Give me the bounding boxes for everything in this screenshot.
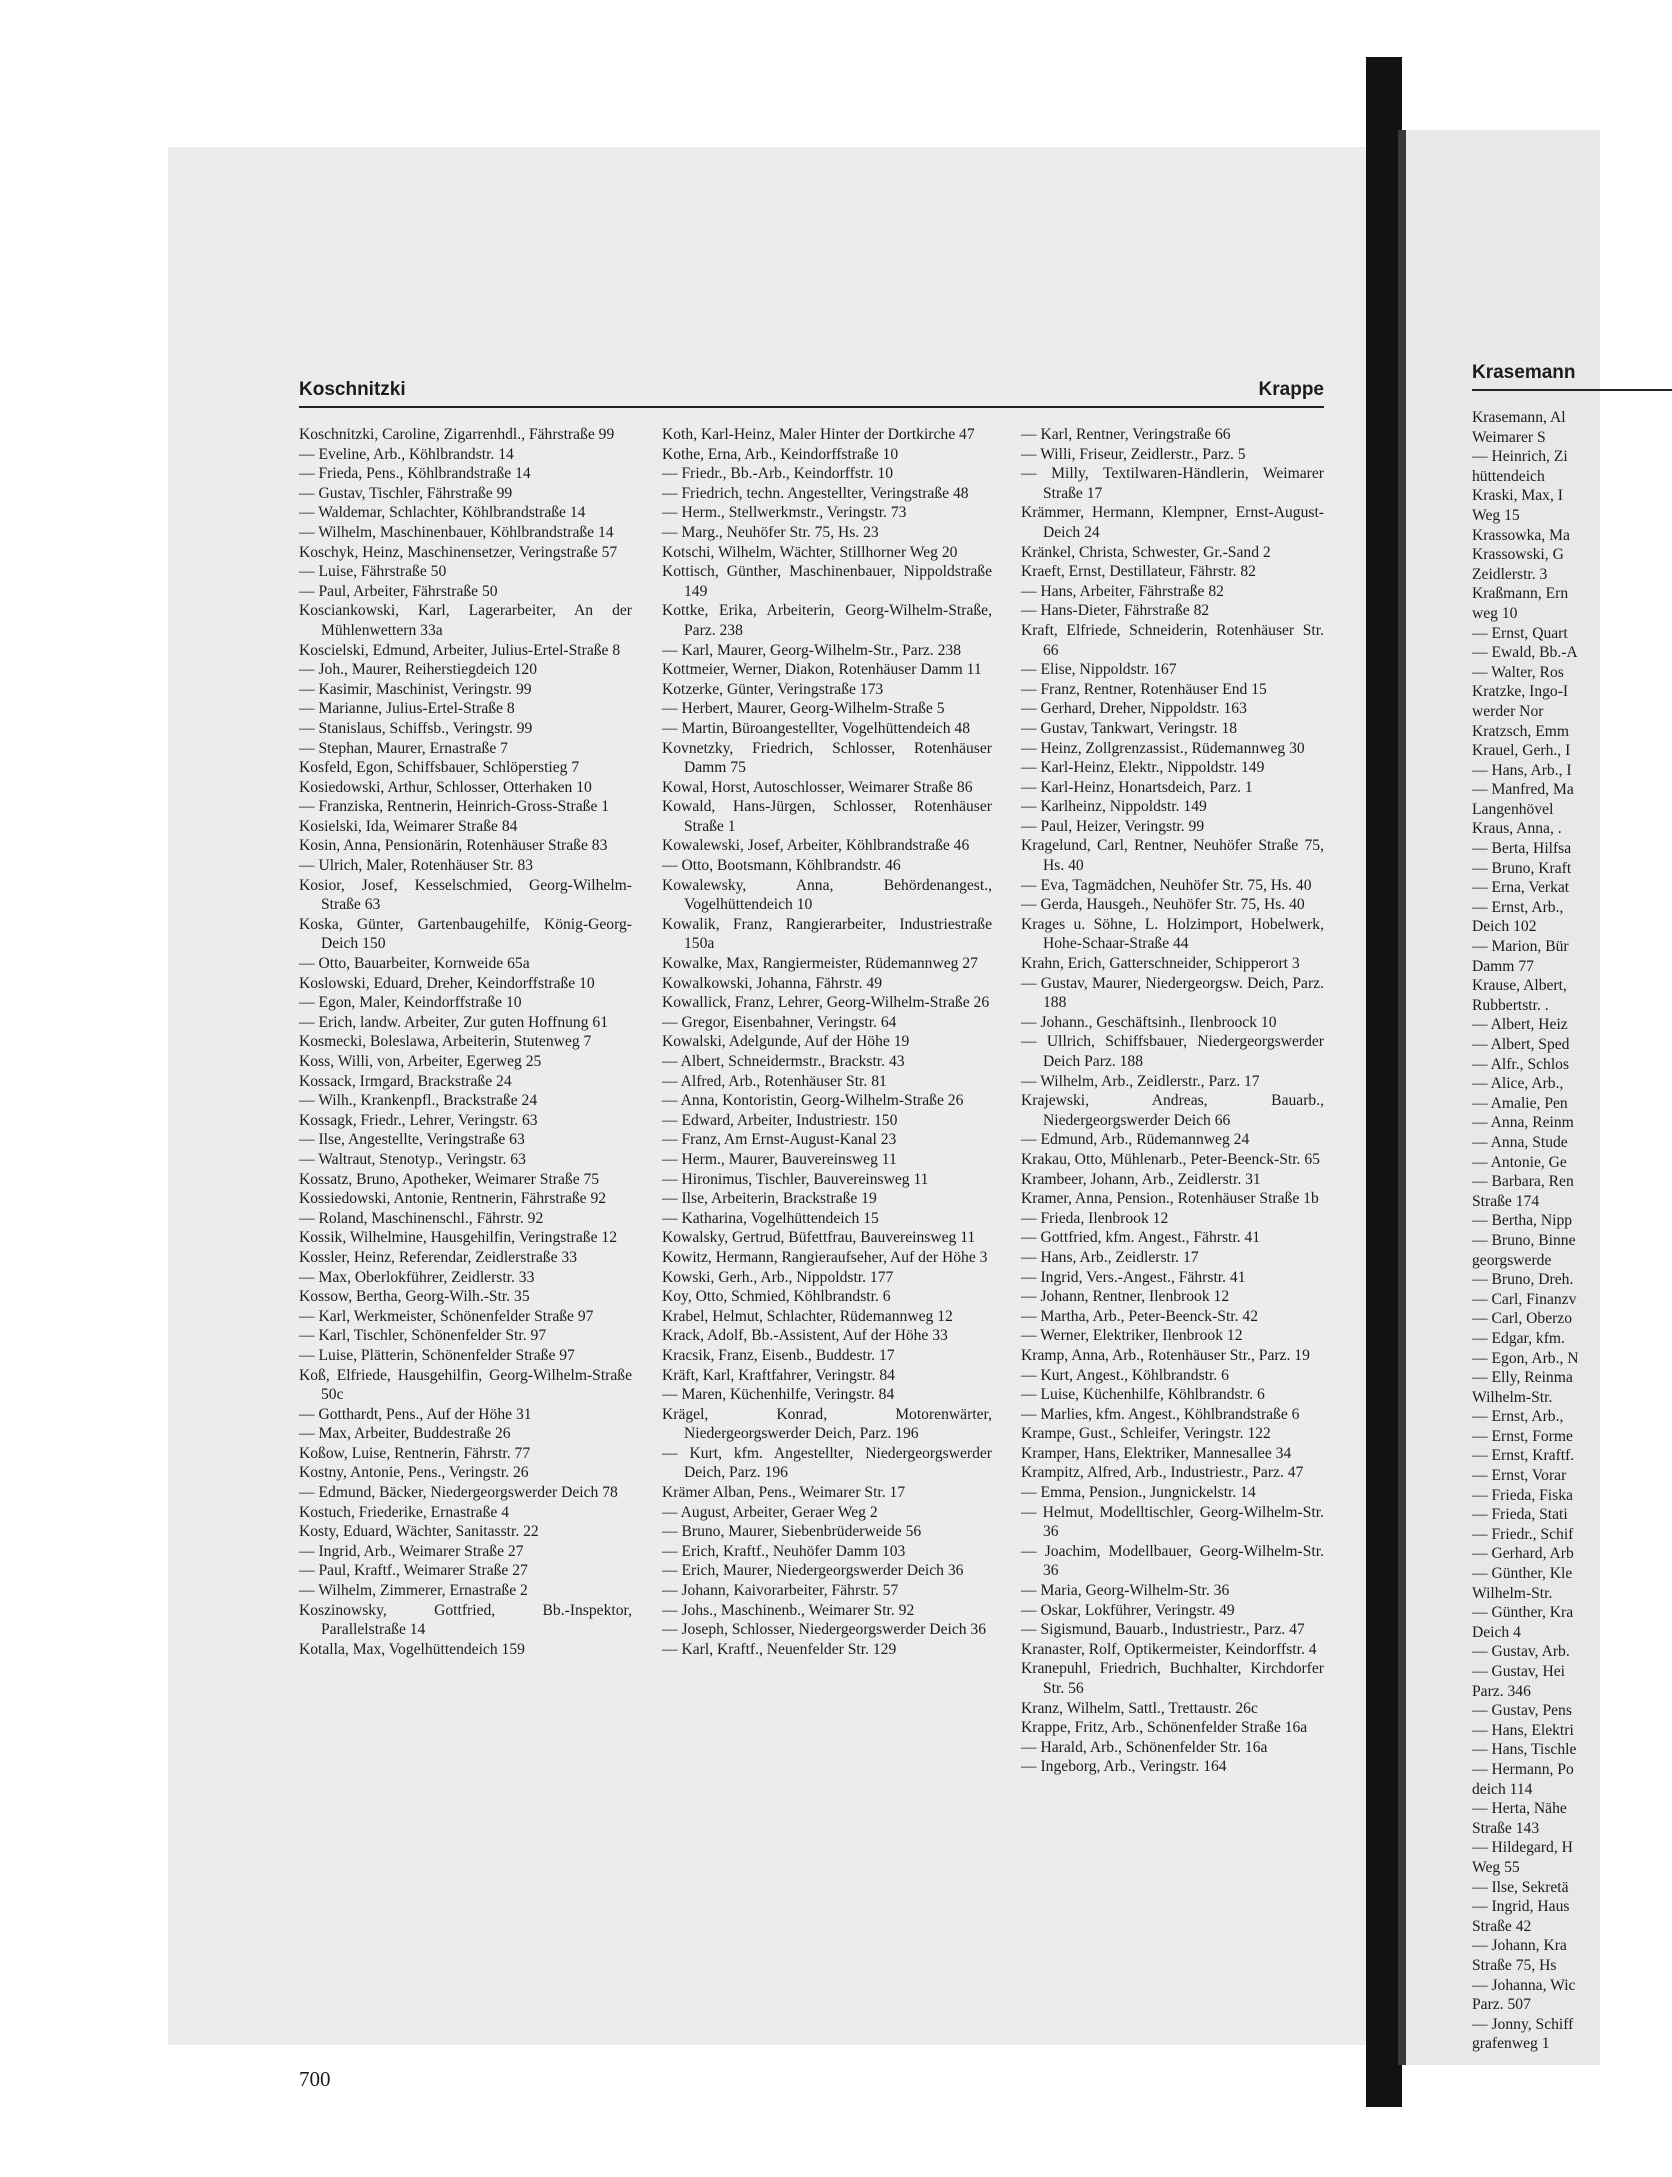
header-rule: [299, 406, 1324, 408]
directory-entry: — Albert, Heiz: [1472, 1016, 1568, 1034]
directory-entry: — Erich, landw. Arbeiter, Zur guten Hoffnung 61: [299, 1013, 609, 1031]
header-rule-next: [1472, 389, 1672, 391]
directory-entry: Kräft, Karl, Kraftfahrer, Veringstr. 84: [662, 1366, 895, 1384]
directory-entry: Kossatz, Bruno, Apotheker, Weimarer Straße 75: [299, 1170, 600, 1188]
directory-entry: Koßow, Luise, Rentnerin, Fährstr. 77: [299, 1444, 531, 1462]
directory-entry: — Jonny, Schiff: [1472, 2015, 1574, 2033]
directory-entry: — Joachim, Modellbauer, Georg-Wilhelm-Str. 36: [1021, 1542, 1324, 1580]
directory-entry: — Carl, Oberzo: [1472, 1310, 1573, 1328]
directory-entry: Koss, Willi, von, Arbeiter, Egerweg 25: [299, 1053, 542, 1070]
directory-entry: — Günther, Kle: [1472, 1565, 1573, 1583]
directory-entry: Kranaster, Rolf, Optikermeister, Keindorffstr. 4: [1021, 1640, 1317, 1658]
directory-entry: — Egon, Arb., N: [1472, 1349, 1579, 1367]
directory-entry: — Otto, Bauarbeiter, Kornweide 65a: [299, 955, 530, 973]
directory-entry: deich 114: [1472, 1780, 1533, 1798]
directory-entry: — Wilhelm, Zimmerer, Ernastraße 2: [299, 1582, 528, 1600]
directory-entry: — Elise, Nippoldstr. 167: [1021, 661, 1177, 679]
directory-entry: — Emma, Pension., Jungnickelstr. 14: [1021, 1484, 1256, 1502]
directory-entry: — Manfred, Ma: [1472, 781, 1574, 799]
directory-entry: — Ilse, Angestellte, Veringstraße 63: [299, 1131, 525, 1149]
directory-entry: — Günther, Kra: [1472, 1604, 1574, 1622]
directory-entry: — Walter, Ros: [1472, 663, 1564, 681]
directory-entry: Koth, Karl-Heinz, Maler Hinter der Dortkirche 47: [662, 426, 975, 443]
directory-entry: — Gottfried, kfm. Angest., Fährstr. 41: [1021, 1229, 1261, 1247]
directory-entry: — Helmut, Modelltischler, Georg-Wilhelm-Str. 36: [1021, 1503, 1324, 1541]
directory-entry: — Hans, Arbeiter, Fährstraße 82: [1021, 582, 1224, 600]
directory-entry: — Kurt, Angest., Köhlbrandstr. 6: [1021, 1366, 1229, 1384]
directory-entry: hüttendeich: [1472, 467, 1545, 485]
directory-entry: Kraeft, Ernst, Destillateur, Fährstr. 82: [1021, 563, 1256, 581]
directory-entry: — Karl, Werkmeister, Schönenfelder Straße 97: [299, 1307, 594, 1325]
directory-entry: Wilhelm-Str.: [1472, 1584, 1553, 1602]
directory-entry: Kracsik, Franz, Eisenb., Buddestr. 17: [662, 1346, 895, 1364]
directory-entry: Kraus, Anna, .: [1472, 820, 1562, 838]
directory-entry: Kowald, Hans-Jürgen, Schlosser, Rotenhäuser Straße 1: [662, 798, 992, 835]
directory-entry: Krack, Adolf, Bb.-Assistent, Auf der Höhe 33: [662, 1327, 948, 1345]
directory-entry: — Hans-Dieter, Fährstraße 82: [1021, 602, 1210, 620]
directory-entry: Kostny, Antonie, Pens., Veringstr. 26: [299, 1464, 529, 1482]
column-1: [299, 425, 632, 1659]
column-next: [1472, 408, 1662, 2054]
directory-entry: — Frieda, Stati: [1472, 1506, 1568, 1524]
directory-entry: — Johann, Rentner, Ilenbrook 12: [1021, 1288, 1230, 1306]
directory-entry: Kossiedowski, Antonie, Rentnerin, Fährstraße 92: [299, 1190, 607, 1208]
directory-entry: — Kasimir, Maschinist, Veringstr. 99: [299, 680, 532, 698]
directory-entry: — Johs., Maschinenb., Weimarer Str. 92: [662, 1601, 915, 1619]
directory-entry: Krakau, Otto, Mühlenarb., Peter-Beenck-Str. 65: [1021, 1150, 1320, 1168]
directory-entry: — Ernst, Arb.,: [1472, 898, 1564, 916]
directory-entry: — Bertha, Nipp: [1472, 1212, 1573, 1230]
directory-entry: — Bruno, Dreh.: [1472, 1271, 1574, 1289]
directory-entry: — Anna, Kontoristin, Georg-Wilhelm-Straße 26: [662, 1092, 964, 1110]
directory-entry: — Hermann, Po: [1472, 1760, 1574, 1778]
directory-entry: — Heinrich, Zi: [1472, 448, 1568, 466]
directory-entry: — Werner, Elektriker, Ilenbrook 12: [1021, 1327, 1243, 1345]
directory-entry: — Maria, Georg-Wilhelm-Str. 36: [1021, 1582, 1230, 1600]
directory-entry: — Karl, Rentner, Veringstraße 66: [1021, 426, 1231, 443]
directory-entry: Kottke, Erika, Arbeiterin, Georg-Wilhelm-Straße, Parz. 238: [662, 602, 992, 639]
directory-entry: — Gustav, Arb.: [1472, 1643, 1570, 1661]
directory-entry: Krauel, Gerh., I: [1472, 742, 1571, 760]
directory-entry: — Alfred, Arb., Rotenhäuser Str. 81: [662, 1072, 887, 1090]
running-head-right: Krappe: [1258, 379, 1324, 400]
directory-entry: — Paul, Heizer, Veringstr. 99: [1021, 817, 1205, 835]
directory-entry: Kowalewski, Josef, Arbeiter, Köhlbrandstraße 46: [662, 837, 970, 855]
directory-entry: — Karl, Maurer, Georg-Wilhelm-Str., Parz. 238: [662, 641, 961, 659]
directory-entry: georgswerde: [1472, 1251, 1552, 1269]
directory-entry: — Gerda, Hausgeh., Neuhöfer Str. 75, Hs. 40: [1021, 896, 1305, 914]
directory-entry: Kraft, Elfriede, Schneiderin, Rotenhäuser Str. 66: [1021, 621, 1324, 659]
directory-entry: werder Nor: [1472, 702, 1544, 720]
directory-entry: — Franziska, Rentnerin, Heinrich-Gross-Straße 1: [299, 798, 610, 816]
directory-entry: — Friedr., Schif: [1472, 1525, 1574, 1543]
directory-entry: Krages u. Söhne, L. Holzimport, Hobelwerk, Hohe-Schaar-Straße 44: [1021, 915, 1324, 953]
directory-entry: Kossack, Irmgard, Brackstraße 24: [299, 1072, 512, 1090]
directory-entry: — Anna, Reinm: [1472, 1114, 1574, 1132]
directory-entry: — Ilse, Arbeiterin, Brackstraße 19: [662, 1190, 877, 1208]
directory-entry: — Ingrid, Arb., Weimarer Straße 27: [299, 1542, 524, 1560]
directory-entry: — Kurt, kfm. Angestellter, Niedergeorgswerder Deich, Parz. 196: [662, 1444, 992, 1482]
directory-entry: Krambeer, Johann, Arb., Zeidlerstr. 31: [1021, 1170, 1261, 1188]
directory-entry: — Gregor, Eisenbahner, Veringstr. 64: [662, 1013, 897, 1031]
directory-entry: — Roland, Maschinenschl., Fährstr. 92: [299, 1209, 544, 1227]
directory-entry: weg 10: [1472, 604, 1518, 622]
directory-entry: Kosin, Anna, Pensionärin, Rotenhäuser Straße 83: [299, 837, 608, 855]
directory-entry: — Hildegard, H: [1472, 1839, 1573, 1857]
directory-entry: — Gustav, Tankwart, Veringstr. 18: [1021, 719, 1238, 737]
directory-entry: — Martin, Büroangestellter, Vogelhüttendeich 48: [662, 719, 971, 737]
directory-entry: — Ingrid, Haus: [1472, 1898, 1570, 1916]
directory-entry: — Frieda, Ilenbrook 12: [1021, 1209, 1169, 1227]
directory-entry: — Barbara, Ren: [1472, 1173, 1574, 1191]
directory-entry: Zeidlerstr. 3: [1472, 565, 1548, 583]
directory-entry: — Max, Arbeiter, Buddestraße 26: [299, 1425, 511, 1443]
directory-entry: Kosty, Eduard, Wächter, Sanitasstr. 22: [299, 1523, 539, 1541]
directory-entry: — Hans, Arb., Zeidlerstr. 17: [1021, 1248, 1199, 1266]
directory-entry: — Karl, Tischler, Schönenfelder Str. 97: [299, 1327, 547, 1345]
directory-entry: — Marlies, kfm. Angest., Köhlbrandstraße 6: [1021, 1405, 1300, 1423]
directory-entry: — Martha, Arb., Peter-Beenck-Str. 42: [1021, 1307, 1259, 1325]
directory-entry: — Eveline, Arb., Köhlbrandstr. 14: [299, 445, 514, 463]
page-fold: [1398, 130, 1406, 2065]
directory-entry: — Gustav, Tischler, Fährstraße 99: [299, 484, 513, 502]
page-number: 700: [299, 2067, 331, 2091]
directory-entry: — Oskar, Lokführer, Veringstr. 49: [1021, 1601, 1235, 1619]
directory-entry: — Ullrich, Schiffsbauer, Niedergeorgswerder Deich Parz. 188: [1021, 1033, 1324, 1070]
directory-entry: — Edgar, kfm.: [1472, 1329, 1565, 1347]
directory-entry: — Ernst, Quart: [1472, 624, 1568, 642]
directory-entry: Kossler, Heinz, Referendar, Zeidlerstraße 33: [299, 1248, 578, 1266]
directory-entry: — Katharina, Vogelhüttendeich 15: [662, 1209, 879, 1227]
directory-entry: — Gerhard, Dreher, Nippoldstr. 163: [1021, 700, 1247, 718]
directory-entry: — Franz, Am Ernst-August-Kanal 23: [662, 1131, 897, 1149]
directory-entry: Langenhövel: [1472, 800, 1554, 818]
directory-entry: — Maren, Küchenhilfe, Veringstr. 84: [662, 1386, 895, 1404]
directory-entry: — Johann, Kaivorarbeiter, Fährstr. 57: [662, 1582, 899, 1600]
directory-entry: — Harald, Arb., Schönenfelder Str. 16a: [1021, 1738, 1268, 1756]
directory-entry: Koska, Günter, Gartenbaugehilfe, König-Georg-Deich 150: [299, 915, 632, 953]
directory-entry: Koß, Elfriede, Hausgehilfin, Georg-Wilhelm-Straße 50c: [299, 1366, 632, 1404]
directory-entry: — Luise, Fährstraße 50: [299, 563, 447, 581]
directory-entry: — Milly, Textilwaren-Händlerin, Weimarer Straße 17: [1021, 465, 1324, 502]
directory-entry: Krabel, Helmut, Schlachter, Rüdemannweg 12: [662, 1307, 953, 1325]
directory-entry: Koslowski, Eduard, Dreher, Keindorffstraße 10: [299, 974, 595, 992]
directory-entry: — Anna, Stude: [1472, 1133, 1568, 1151]
directory-entry: Straße 174: [1472, 1192, 1540, 1210]
directory-entry: Deich 102: [1472, 918, 1537, 936]
directory-entry: Weg 55: [1472, 1858, 1520, 1876]
directory-entry: grafenweg 1: [1472, 2035, 1550, 2053]
directory-entry: — Johann., Geschäftsinh., Ilenbroock 10: [1021, 1013, 1277, 1031]
directory-entry: Parz. 346: [1472, 1682, 1531, 1700]
directory-entry: — Edmund, Bäcker, Niedergeorgswerder Deich 78: [299, 1484, 618, 1502]
directory-entry: Kratzke, Ingo-I: [1472, 683, 1569, 701]
directory-entry: Krassowski, G: [1472, 546, 1564, 564]
directory-entry: — Edward, Arbeiter, Industriestr. 150: [662, 1111, 898, 1129]
directory-entry: Krappe, Fritz, Arb., Schönenfelder Straße 16a: [1021, 1719, 1308, 1737]
directory-entry: — Karlheinz, Nippoldstr. 149: [1021, 798, 1207, 816]
directory-entry: — Karl-Heinz, Honartsdeich, Parz. 1: [1021, 778, 1253, 796]
directory-entry: Krägel, Konrad, Motorenwärter, Niedergeorgswerder Deich, Parz. 196: [662, 1405, 992, 1443]
directory-entry: — Marianne, Julius-Ertel-Straße 8: [299, 700, 515, 718]
directory-entry: Kossagk, Friedr., Lehrer, Veringstr. 63: [299, 1111, 538, 1129]
directory-entry: Kotalla, Max, Vogelhüttendeich 159: [299, 1640, 525, 1658]
directory-entry: — Ernst, Vorar: [1472, 1467, 1567, 1485]
directory-entry: — Ernst, Kraftf.: [1472, 1447, 1575, 1465]
directory-entry: Koszinowsky, Gottfried, Bb.-Inspektor, Parallelstraße 14: [299, 1601, 632, 1639]
directory-entry: Kosciankowski, Karl, Lagerarbeiter, An der Mühlenwettern 33a: [299, 602, 632, 639]
directory-entry: Koy, Otto, Schmied, Köhlbrandstr. 6: [662, 1288, 891, 1306]
directory-entry: — Wilh., Krankenpfl., Brackstraße 24: [299, 1092, 538, 1110]
directory-entry: — Bruno, Kraft: [1472, 859, 1572, 877]
directory-entry: Kotschi, Wilhelm, Wächter, Stillhorner Weg 20: [662, 543, 958, 561]
directory-entry: Straße 75, Hs: [1472, 1956, 1557, 1974]
directory-entry: — Herm., Maurer, Bauvereinsweg 11: [662, 1150, 897, 1168]
directory-entry: Krasemann, Al: [1472, 409, 1566, 426]
directory-entry: — Hans, Tischle: [1472, 1741, 1577, 1759]
directory-entry: Krause, Albert,: [1472, 977, 1567, 995]
directory-entry: Kothe, Erna, Arb., Keindorffstraße 10: [662, 445, 899, 463]
directory-entry: — Luise, Plätterin, Schönenfelder Straße 97: [299, 1346, 575, 1364]
directory-entry: Kossow, Bertha, Georg-Wilh.-Str. 35: [299, 1288, 530, 1306]
directory-entry: Kraßmann, Ern: [1472, 585, 1569, 603]
directory-entry: Kosmecki, Boleslawa, Arbeiterin, Stutenweg 7: [299, 1033, 592, 1051]
directory-entry: — Ingeborg, Arb., Veringstr. 164: [1021, 1758, 1227, 1776]
directory-entry: Kowalsky, Gertrud, Büfettfrau, Bauvereinsweg 11: [662, 1229, 976, 1247]
directory-entry: — Stephan, Maurer, Ernastraße 7: [299, 739, 508, 757]
directory-entry: Kramp, Anna, Arb., Rotenhäuser Str., Parz. 19: [1021, 1346, 1310, 1364]
directory-entry: — Paul, Arbeiter, Fährstraße 50: [299, 582, 498, 600]
directory-entry: Kränkel, Christa, Schwester, Gr.-Sand 2: [1021, 543, 1271, 561]
column-2: [662, 425, 992, 1659]
directory-entry: Kowitz, Hermann, Rangieraufseher, Auf der Höhe 3: [662, 1248, 988, 1266]
directory-entry: — Gotthardt, Pens., Auf der Höhe 31: [299, 1405, 532, 1423]
book-gutter: [1366, 57, 1402, 2107]
directory-entry: Kovnetzky, Friedrich, Schlosser, Rotenhäuser Damm 75: [662, 739, 992, 777]
directory-entry: Deich 4: [1472, 1623, 1521, 1641]
directory-page: [168, 147, 1380, 2091]
directory-entry: Kottisch, Günther, Maschinenbauer, Nippoldstraße 149: [662, 563, 992, 600]
directory-entry: Kowalik, Franz, Rangierarbeiter, Industriestraße 150a: [662, 915, 992, 953]
running-head-next: Krasemann: [1472, 362, 1576, 383]
directory-entry: Koschnitzki, Caroline, Zigarrenhdl., Fährstraße 99: [299, 426, 615, 443]
directory-entry: — Gerhard, Arb: [1472, 1545, 1574, 1563]
directory-entry: — Franz, Rentner, Rotenhäuser End 15: [1021, 680, 1267, 698]
directory-entry: Kottmeier, Werner, Diakon, Rotenhäuser Damm 11: [662, 661, 982, 679]
directory-entry: — Edmund, Arb., Rüdemannweg 24: [1021, 1131, 1250, 1149]
directory-entry: — Max, Oberlokführer, Zeidlerstr. 33: [299, 1268, 535, 1286]
directory-entry: Kramper, Hans, Elektriker, Mannesallee 34: [1021, 1444, 1292, 1462]
directory-entry: Wilhelm-Str.: [1472, 1388, 1553, 1406]
directory-entry: — Alfr., Schlos: [1472, 1055, 1570, 1073]
directory-entry: — Gustav, Maurer, Niedergeorgsw. Deich, Parz. 188: [1021, 974, 1324, 1012]
directory-entry: Kraski, Max, I: [1472, 487, 1563, 505]
directory-entry: — Berta, Hilfsa: [1472, 840, 1572, 858]
directory-entry: — Carl, Finanzv: [1472, 1290, 1577, 1308]
directory-entry: — Herbert, Maurer, Georg-Wilhelm-Straße 5: [662, 700, 945, 718]
directory-entry: — Ernst, Arb.,: [1472, 1408, 1564, 1426]
directory-entry: — Bruno, Binne: [1472, 1231, 1576, 1249]
directory-entry: Koscielski, Edmund, Arbeiter, Julius-Ertel-Straße 8: [299, 641, 621, 659]
running-head-left: Koschnitzki: [299, 379, 406, 400]
column-3: [1021, 425, 1324, 1777]
directory-entry: Parz. 507: [1472, 1996, 1531, 2014]
directory-entry: — Erich, Kraftf., Neuhöfer Damm 103: [662, 1542, 906, 1560]
directory-entry: Kramer, Anna, Pension., Rotenhäuser Straße 1b: [1021, 1190, 1319, 1208]
directory-entry: — Karl-Heinz, Elektr., Nippoldstr. 149: [1021, 759, 1265, 777]
directory-entry: — Johanna, Wic: [1472, 1976, 1576, 1994]
directory-entry: — Joseph, Schlosser, Niedergeorgswerder Deich 36: [662, 1621, 987, 1639]
directory-entry: — Frieda, Fiska: [1472, 1486, 1573, 1504]
directory-entry: — Bruno, Maurer, Siebenbrüderweide 56: [662, 1523, 922, 1541]
directory-entry: — Herta, Nähe: [1472, 1800, 1567, 1818]
directory-entry: Straße 143: [1472, 1819, 1540, 1837]
directory-entry: — Waldemar, Schlachter, Köhlbrandstraße 14: [299, 504, 586, 522]
directory-entry: Kowallick, Franz, Lehrer, Georg-Wilhelm-Straße 26: [662, 994, 990, 1012]
directory-entry: — Egon, Maler, Keindorffstraße 10: [299, 994, 522, 1012]
directory-entry: — Luise, Küchenhilfe, Köhlbrandstr. 6: [1021, 1386, 1265, 1404]
directory-entry: Damm 77: [1472, 957, 1534, 975]
directory-entry: — Ingrid, Vers.-Angest., Fährstr. 41: [1021, 1268, 1246, 1286]
directory-entry: — August, Arbeiter, Geraer Weg 2: [662, 1503, 878, 1521]
directory-entry: Krämmer, Hermann, Klempner, Ernst-August-Deich 24: [1021, 504, 1324, 541]
directory-entry: Straße 42: [1472, 1917, 1532, 1935]
directory-entry: Kotzerke, Günter, Veringstraße 173: [662, 680, 884, 698]
directory-entry: — Friedrich, techn. Angestellter, Veringstraße 48: [662, 484, 969, 502]
directory-entry: Krajewski, Andreas, Bauarb., Niedergeorgswerder Deich 66: [1021, 1092, 1324, 1129]
directory-entry: Krahn, Erich, Gatterschneider, Schipperort 3: [1021, 955, 1300, 973]
directory-entry: — Marg., Neuhöfer Str. 75, Hs. 23: [662, 523, 879, 541]
directory-entry: Koschyk, Heinz, Maschinensetzer, Veringstraße 57: [299, 543, 618, 561]
directory-entry: Kowalkowski, Johanna, Fährstr. 49: [662, 974, 883, 992]
directory-entry: — Hans, Arb., I: [1472, 761, 1572, 779]
directory-entry: — Marion, Bür: [1472, 938, 1569, 956]
next-page-fragment: [1406, 130, 1600, 2065]
directory-entry: — Karl, Kraftf., Neuenfelder Str. 129: [662, 1640, 897, 1658]
directory-entry: — Erich, Maurer, Niedergeorgswerder Deich 36: [662, 1562, 964, 1580]
directory-entry: Krampe, Gust., Schleifer, Veringstr. 122: [1021, 1425, 1271, 1443]
directory-entry: Kragelund, Carl, Rentner, Neuhöfer Straße 75, Hs. 40: [1021, 837, 1324, 875]
directory-entry: — Hironimus, Tischler, Bauvereinsweg 11: [662, 1170, 929, 1188]
directory-entry: Kossik, Wilhelmine, Hausgehilfin, Veringstraße 12: [299, 1229, 617, 1247]
directory-entry: — Wilhelm, Arb., Zeidlerstr., Parz. 17: [1021, 1072, 1260, 1090]
directory-entry: — Albert, Schneidermstr., Brackstr. 43: [662, 1053, 905, 1070]
directory-entry: Kranepuhl, Friedrich, Buchhalter, Kirchdorfer Str. 56: [1021, 1660, 1324, 1697]
directory-entry: — Ewald, Bb.-A: [1472, 644, 1578, 662]
directory-entry: Kratzsch, Emm: [1472, 722, 1569, 740]
directory-entry: — Willi, Friseur, Zeidlerstr., Parz. 5: [1021, 445, 1246, 463]
directory-entry: — Stanislaus, Schiffsb., Veringstr. 99: [299, 719, 533, 737]
directory-entry: — Gustav, Hei: [1472, 1663, 1565, 1680]
directory-entry: Rubbertstr. .: [1472, 996, 1549, 1014]
directory-entry: — Hans, Elektri: [1472, 1721, 1574, 1739]
directory-entry: — Waltraut, Stenotyp., Veringstr. 63: [299, 1150, 526, 1168]
directory-entry: — Albert, Sped: [1472, 1036, 1570, 1053]
directory-entry: — Ernst, Forme: [1472, 1427, 1573, 1445]
directory-entry: Kosior, Josef, Kesselschmied, Georg-Wilhelm-Straße 63: [299, 876, 632, 914]
directory-entry: — Ulrich, Maler, Rotenhäuser Str. 83: [299, 857, 534, 875]
directory-entry: Krassowka, Ma: [1472, 526, 1570, 544]
directory-entry: — Otto, Bootsmann, Köhlbrandstr. 46: [662, 857, 901, 875]
directory-entry: Kowalke, Max, Rangiermeister, Rüdemannweg 27: [662, 955, 978, 973]
directory-entry: Kowalski, Adelgunde, Auf der Höhe 19: [662, 1033, 910, 1051]
directory-entry: Weimarer S: [1472, 428, 1546, 446]
directory-entry: — Paul, Kraftf., Weimarer Straße 27: [299, 1562, 528, 1580]
directory-entry: — Friedr., Bb.-Arb., Keindorffstr. 10: [662, 465, 893, 483]
directory-entry: Kowalewsky, Anna, Behördenangest., Vogelhüttendeich 10: [662, 876, 992, 914]
directory-entry: — Sigismund, Bauarb., Industriestr., Parz. 47: [1021, 1621, 1305, 1639]
directory-entry: — Erna, Verkat: [1472, 879, 1570, 897]
directory-entry: Kranz, Wilhelm, Sattl., Trettaustr. 26c: [1021, 1699, 1258, 1717]
directory-entry: — Heinz, Zollgrenzassist., Rüdemannweg 30: [1021, 739, 1305, 757]
directory-entry: Weg 15: [1472, 506, 1520, 524]
directory-entry: — Ilse, Sekretä: [1472, 1878, 1569, 1896]
directory-entry: Kowski, Gerh., Arb., Nippoldstr. 177: [662, 1268, 894, 1286]
directory-entry: Kowal, Horst, Autoschlosser, Weimarer Straße 86: [662, 778, 973, 796]
directory-entry: Kosiedowski, Arthur, Schlosser, Otterhaken 10: [299, 778, 592, 796]
directory-entry: — Alice, Arb.,: [1472, 1075, 1564, 1093]
directory-entry: — Amalie, Pen: [1472, 1094, 1568, 1112]
directory-entry: — Wilhelm, Maschinenbauer, Köhlbrandstraße 14: [299, 523, 614, 541]
directory-entry: Kosfeld, Egon, Schiffsbauer, Schlöperstieg 7: [299, 759, 580, 777]
directory-entry: Krampitz, Alfred, Arb., Industriestr., Parz. 47: [1021, 1464, 1304, 1482]
directory-entry: — Elly, Reinma: [1472, 1369, 1573, 1387]
directory-entry: — Antonie, Ge: [1472, 1153, 1567, 1171]
directory-entry: — Gustav, Pens: [1472, 1702, 1572, 1720]
directory-entry: — Frieda, Pens., Köhlbrandstraße 14: [299, 465, 531, 483]
directory-entry: — Eva, Tagmädchen, Neuhöfer Str. 75, Hs. 40: [1021, 876, 1312, 894]
directory-entry: — Herm., Stellwerkmstr., Veringstr. 73: [662, 504, 907, 522]
directory-entry: Kosielski, Ida, Weimarer Straße 84: [299, 817, 518, 835]
directory-entry: — Johann, Kra: [1472, 1937, 1567, 1955]
directory-entry: Krämer Alban, Pens., Weimarer Str. 17: [662, 1484, 906, 1502]
directory-entry: — Joh., Maurer, Reiherstiegdeich 120: [299, 661, 537, 679]
directory-entry: Kostuch, Friederike, Ernastraße 4: [299, 1503, 510, 1521]
